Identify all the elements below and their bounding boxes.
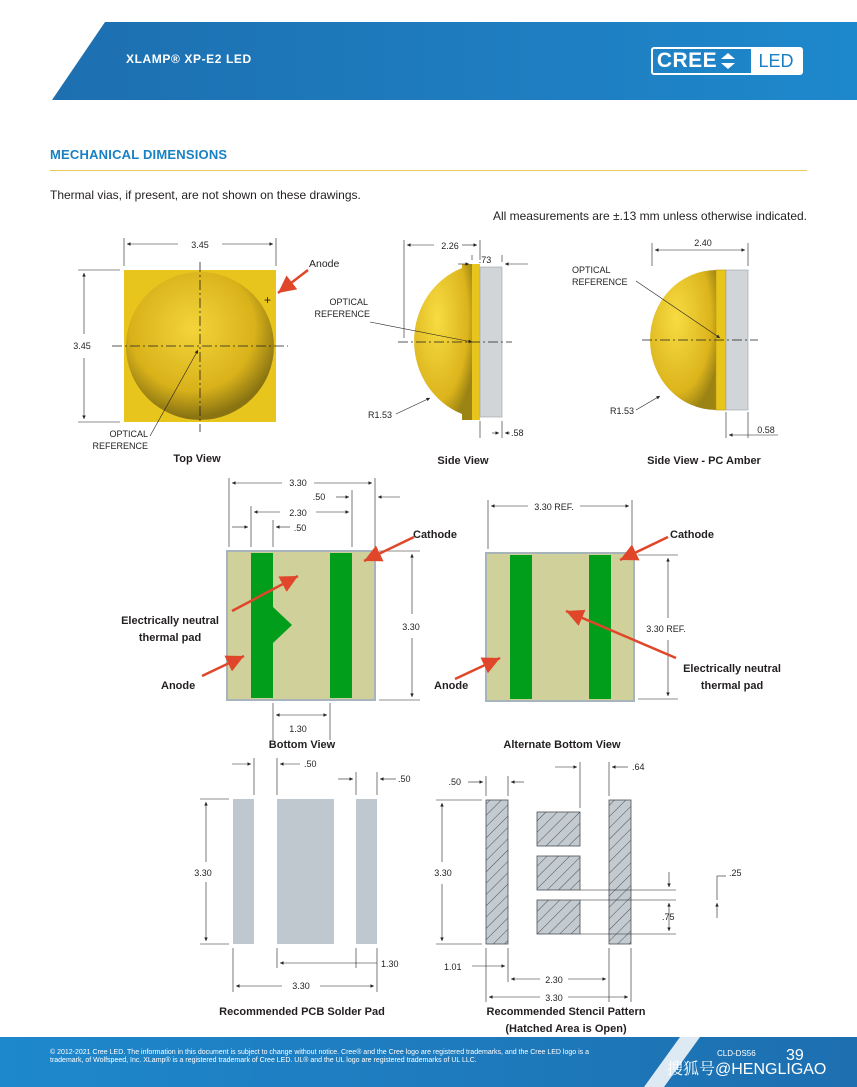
pc-amber-ref-line1: OPTICAL: [572, 265, 611, 275]
bottom-view-caption: Bottom View: [268, 739, 336, 751]
bottom-view-thermal-line2: thermal pad: [138, 632, 202, 644]
pc-amber-base-dim: 0.58: [757, 425, 775, 435]
bottom-view-inner-width: 2.30: [289, 508, 307, 518]
side-view-ref-line1: OPTICAL: [329, 297, 368, 307]
stencil-left-pad: [486, 800, 508, 944]
stencil-right-pad: [609, 800, 631, 944]
top-view-width: 3.45: [191, 240, 209, 250]
pcb-pad-height: 3.30: [194, 868, 212, 878]
side-view-base-dim: .58: [511, 428, 524, 438]
bottom-view-pad-width: .50: [312, 492, 326, 502]
side-view-width: 2.26: [441, 241, 459, 251]
pcb-pad-center-dim: 1.30: [381, 959, 399, 969]
bottom-view-pad2-width: .50: [293, 523, 307, 533]
top-view-ref-line2: REFERENCE: [92, 441, 148, 451]
alt-bottom-total-width: 3.30 REF.: [534, 502, 574, 512]
alt-bottom-cathode-label: Cathode: [670, 529, 714, 541]
bottom-view-cathode-pad: [330, 553, 352, 698]
alt-bottom-height: 3.30 REF.: [646, 624, 686, 634]
bottom-view-center-dim: 1.30: [289, 724, 307, 734]
footer-legal-text: © 2012-2021 Cree LED. The information in this document is subject to change without notice. Cree® and the Cree logo are registered trademarks, and the Cree LED logo is a trademark, of Wolfspeed, Inc. XLamp® is a registered trademark of Cree LED. UL® and the UL logo are registered trademarks of UL LLC.: [50, 1049, 589, 1065]
thermal-vias-note: Thermal vias, if present, are not shown on these drawings.: [50, 188, 361, 202]
alt-bottom-anode-pad: [510, 555, 532, 699]
pc-amber-width: 2.40: [694, 238, 712, 248]
alt-bottom-cathode-pad: [589, 555, 611, 699]
bottom-view-height: 3.30: [402, 622, 420, 632]
pcb-pad-left-dim: .50: [304, 759, 317, 769]
bottom-view-total-width: 3.30: [289, 478, 307, 488]
side-view-lens-dim: .73: [478, 255, 492, 265]
alt-bottom-anode-label: Anode: [434, 680, 469, 692]
side-view: [314, 240, 528, 467]
stencil-right-dim: .64: [632, 762, 645, 772]
pcb-pad-center: [277, 799, 334, 944]
stencil-square-dim: .75: [662, 912, 675, 922]
pc-amber-radius: R1.53: [609, 406, 634, 416]
bottom-view: [121, 478, 457, 751]
pcb-pad-total-width: 3.30: [292, 981, 310, 991]
bottom-view-board: [227, 551, 375, 700]
alt-bottom-board: [486, 553, 634, 701]
pcb-pad-right: [356, 799, 377, 944]
top-view-anode-label: Anode: [309, 258, 340, 270]
stencil-gap-dim: .25: [729, 868, 742, 878]
bottom-view-thermal-line1: Electrically neutral: [121, 615, 219, 627]
stencil-square-3: [537, 900, 580, 934]
stencil-left-dim: .50: [448, 777, 461, 787]
stencil-offset-dim: 1.01: [444, 962, 462, 972]
top-view-height: 3.45: [73, 341, 91, 351]
logo-cree-text: CREE: [656, 49, 718, 72]
bottom-view-cathode-label: Cathode: [413, 529, 457, 541]
page-number: 39: [786, 1047, 804, 1064]
pcb-pad-left: [233, 799, 254, 944]
stencil-inner-dim: 2.30: [545, 975, 563, 985]
document-id: CLD-DS56: [717, 1049, 756, 1058]
anode-plus-mark: +: [264, 293, 272, 307]
side-view-ref-line2: REFERENCE: [314, 309, 370, 319]
alternate-bottom-view: [434, 500, 781, 751]
stencil-total-dim: 3.30: [545, 993, 563, 1003]
stencil-height: 3.30: [434, 868, 452, 878]
watermark-text: 搜狐号@HENGLIGAO: [667, 1061, 827, 1078]
section-title: MECHANICAL DIMENSIONS: [50, 147, 228, 162]
pcb-pad-right-dim: .50: [398, 774, 411, 784]
pc-amber-ref-line2: REFERENCE: [572, 277, 628, 287]
pc-amber-caption: Side View - PC Amber: [647, 455, 761, 467]
top-view: [73, 238, 339, 465]
stencil-caption-line2: (Hatched Area is Open): [505, 1023, 627, 1035]
pcb-pad-caption: Recommended PCB Solder Pad: [219, 1006, 385, 1018]
logo-led-text: LED: [751, 49, 801, 73]
stencil-square-2: [537, 856, 580, 890]
product-title: XLAMP® XP-E2 LED: [126, 52, 252, 66]
alt-bottom-thermal-line1: Electrically neutral: [683, 663, 781, 675]
top-view-caption: Top View: [173, 453, 221, 465]
pcb-solder-pad: [194, 758, 410, 1018]
side-view-caption: Side View: [437, 455, 489, 467]
alt-bottom-thermal-line2: thermal pad: [700, 680, 764, 692]
stencil-caption-line1: Recommended Stencil Pattern: [486, 1006, 646, 1018]
stencil-square-1: [537, 812, 580, 846]
side-view-pc-amber: [572, 238, 778, 467]
bottom-view-anode-label: Anode: [161, 680, 196, 692]
alt-bottom-caption: Alternate Bottom View: [503, 739, 621, 751]
tolerance-note: All measurements are ±.13 mm unless otherwise indicated.: [492, 209, 807, 223]
top-view-ref-line1: OPTICAL: [109, 429, 148, 439]
side-view-radius: R1.53: [367, 410, 392, 420]
stencil-pattern: [434, 762, 741, 1035]
